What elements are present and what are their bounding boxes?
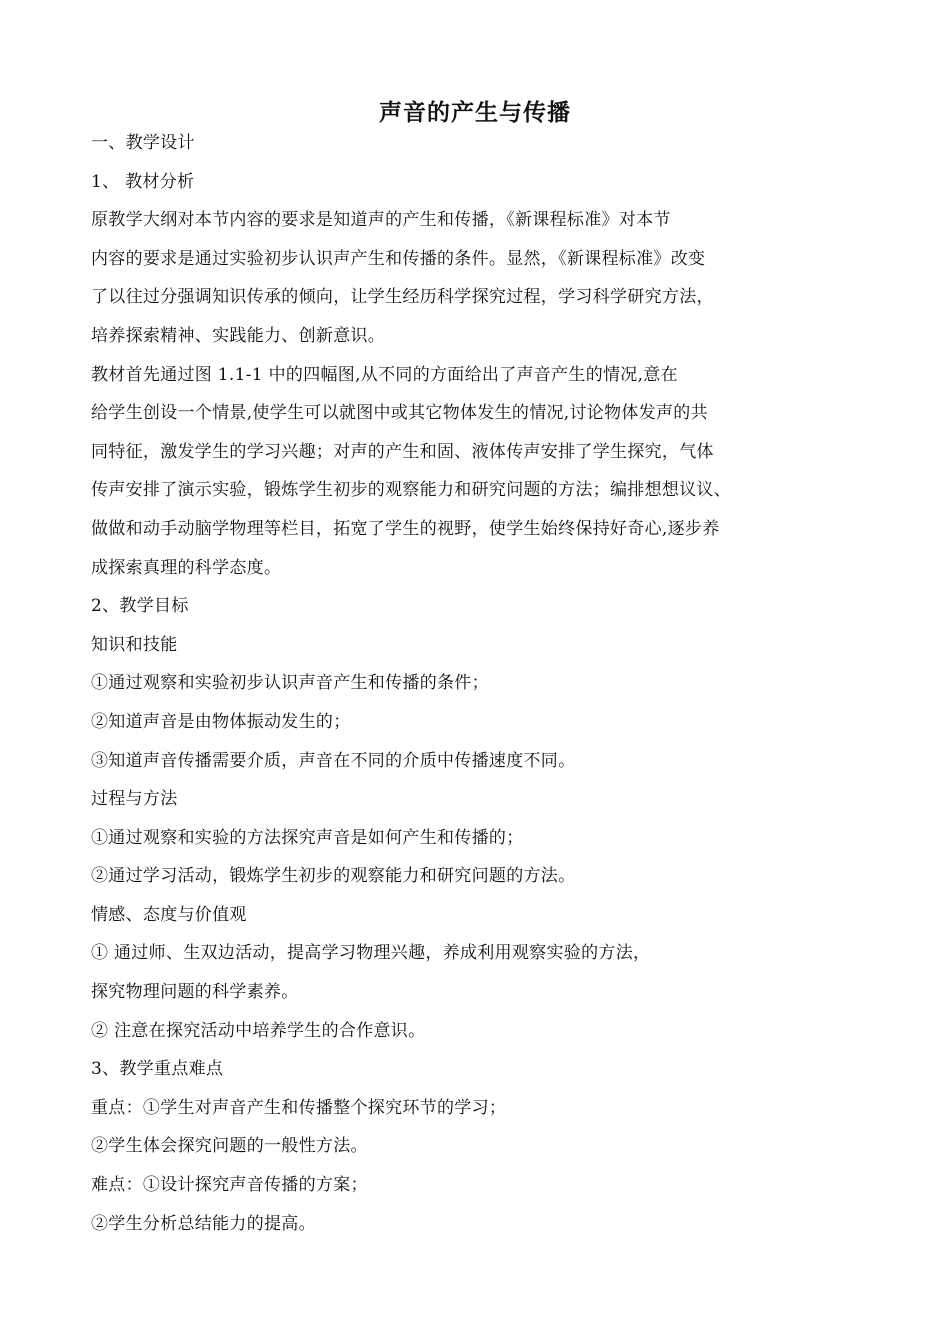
text-line: 了以往过分强调知识传承的倾向，让学生经历科学探究过程，学习科学研究方法， (91, 287, 714, 308)
text-line: 重点：①学生对声音产生和传播整个探究环节的学习； (91, 1097, 507, 1118)
document-body (91, 124, 871, 1243)
text-line: 给学生创设一个情景,使学生可以就图中或其它物体发生的情况,讨论物体发声的共 (91, 403, 708, 424)
text-line: ② 注意在探究活动中培养学生的合作意识。 (91, 1020, 426, 1041)
text-line: ①通过观察和实验的方法探究声音是如何产生和传播的； (91, 827, 524, 848)
page-title: 声音的产生与传播 (379, 100, 571, 126)
text-line: 一、教学设计 (91, 133, 195, 153)
text-line: ②学生分析总结能力的提高。 (91, 1213, 316, 1234)
text-line: 培养探索精神、实践能力、创新意识。 (91, 325, 386, 346)
text-line: 情感、态度与价值观 (91, 904, 247, 925)
text-line: 知识和技能 (91, 634, 178, 655)
text-line: 成探索真理的科学态度。 (91, 557, 282, 578)
text-line: 过程与方法 (91, 789, 178, 810)
text-line: 同特征，激发学生的学习兴趣；对声的产生和固、液体传声安排了学生探究，气体 (91, 441, 714, 462)
text-line: 教材首先通过图 1.1-1 中的四幅图,从不同的方面给出了声音产生的情况,意在 (91, 364, 678, 385)
text-line: 传声安排了演示实验，锻炼学生初步的观察能力和研究问题的方法；编排想想议议、 (91, 480, 732, 501)
text-line: 2、教学目标 (91, 596, 189, 617)
text-line: 1、 教材分析 (91, 171, 195, 192)
text-line: ②知道声音是由物体振动发生的； (91, 711, 351, 732)
text-line: 探究物理问题的科学素养。 (91, 982, 299, 1003)
text-line: ③知道声音传播需要介质，声音在不同的介质中传播速度不同。 (91, 750, 576, 771)
text-line: ①通过观察和实验初步认识声音产生和传播的条件； (91, 673, 489, 694)
text-line: ②学生体会探究问题的一般性方法。 (91, 1136, 368, 1157)
text-line: 难点：①设计探究声音传播的方案； (91, 1175, 368, 1196)
text-line: 内容的要求是通过实验初步认识声产生和传播的条件。显然，《新课程标准》改变 (91, 248, 706, 269)
text-line: ① 通过师、生双边活动，提高学习物理兴趣，养成利用观察实验的方法， (91, 943, 651, 964)
text-line: ②通过学习活动，锻炼学生初步的观察能力和研究问题的方法。 (91, 866, 576, 887)
text-line: 做做和动手动脑学物理等栏目，拓宽了学生的视野，使学生始终保持好奇心,逐步养 (91, 518, 720, 539)
text-line: 3、教学重点难点 (91, 1059, 224, 1080)
text-line: 原教学大纲对本节内容的要求是知道声的产生和传播，《新课程标准》对本节 (91, 210, 671, 231)
